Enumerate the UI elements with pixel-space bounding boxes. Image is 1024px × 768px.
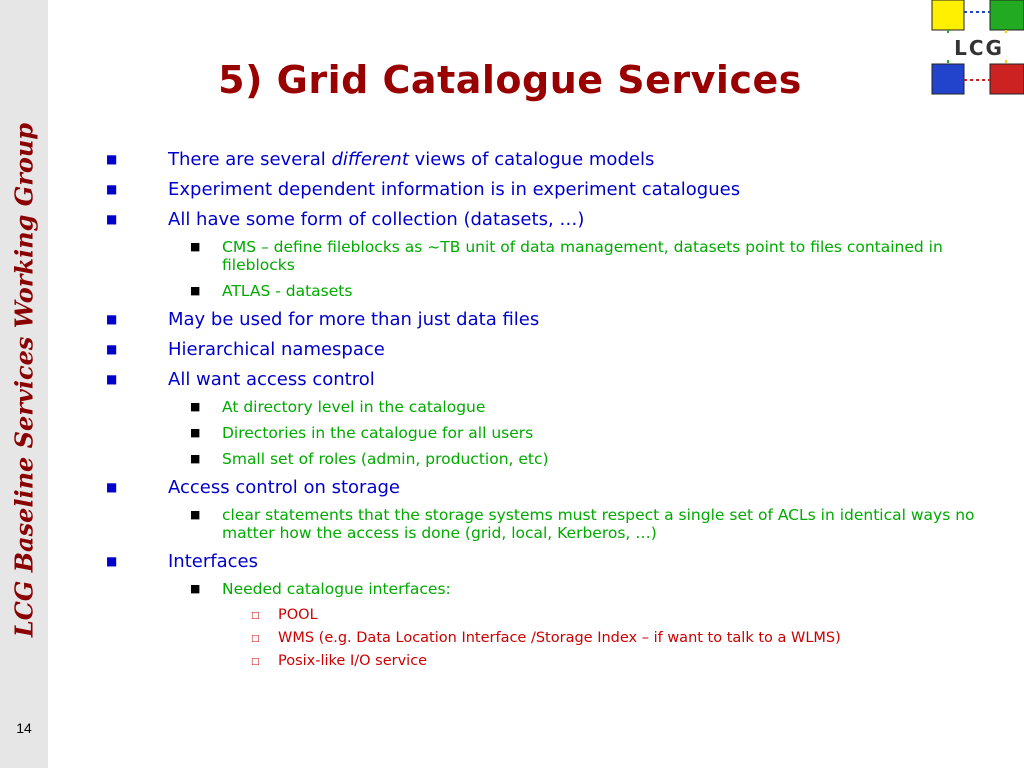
sub-sub-bullet-item: [98, 652, 998, 670]
bullet-item: [98, 550, 998, 573]
logo-square-yellow: [932, 0, 964, 30]
sub-bullet-item: [98, 398, 998, 416]
bullet-text: Access control on storage: [168, 477, 400, 498]
bullet-text-post: views of catalogue models: [408, 149, 655, 170]
logo-text: LCG: [954, 36, 1004, 60]
bullet-item: [98, 368, 998, 391]
logo-square-green: [990, 0, 1024, 30]
bullet-item: [98, 308, 998, 331]
square-bullet-icon: ■: [106, 372, 118, 386]
bullet-text: All have some form of collection (datasets, …): [168, 209, 585, 230]
square-bullet-icon: ■: [190, 400, 201, 413]
square-bullet-icon: ■: [190, 240, 201, 253]
bullet-text: Interfaces: [168, 551, 258, 572]
square-bullet-icon: ■: [190, 284, 201, 297]
square-bullet-icon: ■: [190, 426, 201, 439]
sub-bullet-text: clear statements that the storage systems must respect a single set of ACLs in identical ways no matter how the access is done (grid, local, Kerberos, …): [222, 506, 975, 542]
square-bullet-icon: ■: [190, 508, 201, 521]
square-bullet-icon: ■: [106, 182, 118, 196]
square-bullet-icon: ■: [106, 554, 118, 568]
sub-bullet-text: Directories in the catalogue for all users: [222, 424, 534, 442]
bullet-text: Experiment dependent information is in experiment catalogues: [168, 179, 741, 200]
square-bullet-icon: ■: [106, 342, 118, 356]
square-bullet-icon: ■: [106, 312, 118, 326]
sub-bullet-item: [98, 424, 998, 442]
sub-bullet-item: [98, 580, 998, 598]
bullet-item: [98, 148, 998, 171]
bullet-text-emphasis: different: [331, 149, 409, 170]
sidebar: [0, 0, 48, 768]
bullet-text: All want access control: [168, 369, 375, 390]
bullet-item: [98, 208, 998, 231]
sub-bullet-text: CMS – define fileblocks as ~TB unit of data management, datasets point to files contained in fileblocks: [222, 238, 943, 274]
logo-square-blue: [932, 64, 964, 94]
sub-bullet-text: At directory level in the catalogue: [222, 398, 486, 416]
square-bullet-icon: ■: [106, 212, 118, 226]
sub-bullet-item: [98, 506, 998, 542]
bullet-item: [98, 476, 998, 499]
sub-sub-bullet-text: Posix-like I/O service: [278, 653, 428, 669]
sub-bullet-text: Small set of roles (admin, production, etc): [222, 450, 549, 468]
bullet-text: May be used for more than just data files: [168, 309, 540, 330]
sub-bullet-item: [98, 282, 998, 300]
sub-sub-bullet-text: POOL: [278, 607, 318, 623]
square-bullet-icon: ■: [190, 452, 201, 465]
slide-number: 14: [16, 720, 32, 736]
sub-bullet-item: [98, 238, 998, 274]
sub-bullet-text: ATLAS - datasets: [222, 282, 353, 300]
sub-sub-bullet-item: [98, 629, 998, 647]
sub-bullet-item: [98, 450, 998, 468]
sub-bullet-text: Needed catalogue interfaces:: [222, 580, 451, 598]
square-bullet-icon: ■: [190, 582, 201, 595]
sub-sub-bullet-item: [98, 606, 998, 624]
bullet-list: [98, 148, 998, 675]
square-bullet-icon: ■: [106, 152, 118, 166]
hollow-square-bullet-icon: □: [251, 611, 260, 621]
lcg-logo: [928, 0, 1024, 96]
bullet-item: [98, 338, 998, 361]
sidebar-title: LCG Baseline Services Working Group: [9, 122, 39, 638]
bullet-text: Hierarchical namespace: [168, 339, 385, 360]
logo-square-red: [990, 64, 1024, 94]
square-bullet-icon: ■: [106, 480, 118, 494]
slide-title: 5) Grid Catalogue Services: [218, 58, 802, 102]
bullet-item: [98, 178, 998, 201]
bullet-text-pre: There are several: [168, 149, 332, 170]
hollow-square-bullet-icon: □: [251, 634, 260, 644]
sub-sub-bullet-text: WMS (e.g. Data Location Interface /Storage Index – if want to talk to a WLMS): [278, 630, 841, 646]
hollow-square-bullet-icon: □: [251, 657, 260, 667]
